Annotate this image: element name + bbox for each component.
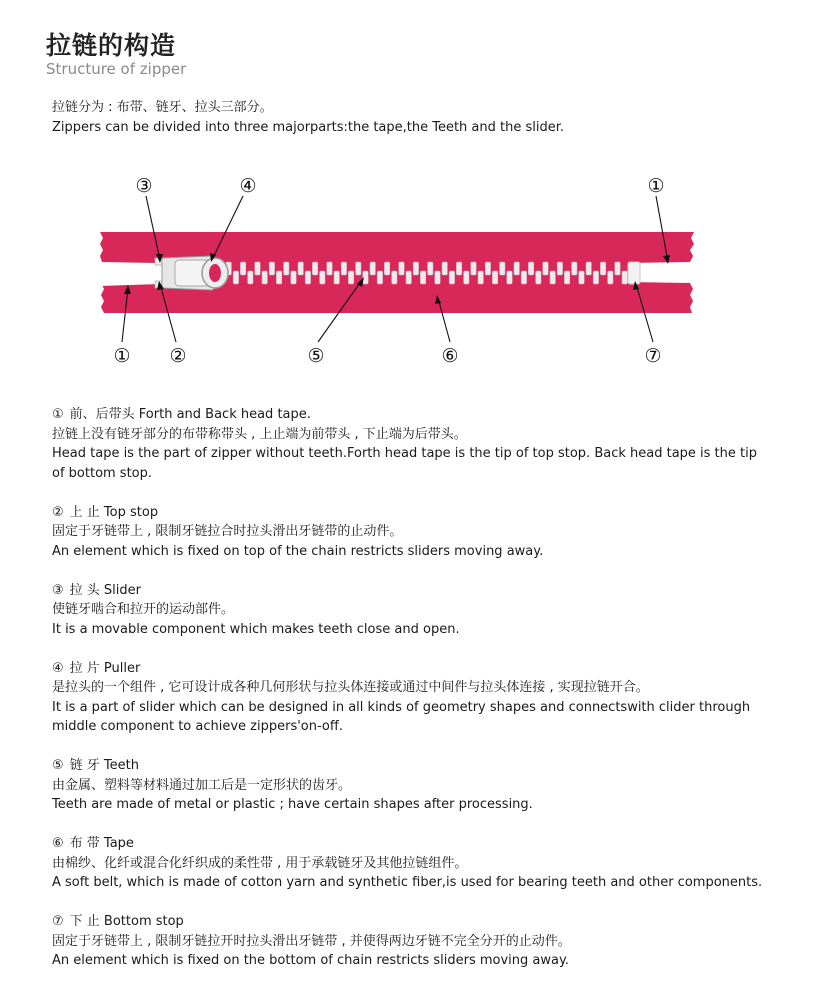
intro [52, 98, 564, 138]
section-text-cn: 由金属、塑料等材料通过加工后是一定形状的齿牙。 [52, 777, 352, 793]
zipper-tooth [442, 262, 447, 275]
label-5: ⑤ [307, 345, 325, 367]
section-text-en: An element which is fixed on the bottom of chain restricts sliders moving away. [52, 953, 569, 968]
zipper-tooth [233, 271, 238, 284]
zipper-tooth [586, 262, 591, 275]
section-number: ⑥ [52, 836, 64, 851]
zipper-tooth [536, 271, 541, 284]
section-text-cn: 固定于牙链带上 , 限制牙链拉合时拉头滑出牙链带的止动件。 [52, 524, 403, 539]
section-number: ⑤ [52, 758, 64, 773]
zipper-tooth [608, 271, 613, 284]
zipper-tooth [564, 271, 569, 284]
zipper-tooth [413, 262, 418, 275]
zipper-tooth [276, 271, 281, 284]
section-tape [52, 834, 772, 893]
label-6: ⑥ [441, 345, 459, 367]
section-heading: 上 止 Top stop [69, 504, 159, 520]
zipper-tooth [399, 262, 404, 275]
section-head-tape [52, 405, 772, 483]
zipper-tooth [420, 271, 425, 284]
zipper-tooth [521, 271, 526, 284]
section-text-cn: 是拉头的一个组件 , 它可设计成各种几何形状与拉头体连接或通过中间件与拉头体连接 , 实现拉链开合。 [52, 680, 649, 695]
zipper-tooth [464, 271, 469, 284]
label-4: ④ [239, 175, 257, 197]
section-text-en: Teeth are made of metal or plastic ; have certain shapes after processing. [52, 797, 533, 812]
zipper-tooth [593, 271, 598, 284]
section-number: ① [52, 407, 64, 422]
puller-hole [209, 264, 221, 282]
intro-en: Zippers can be divided into three majorparts:the tape,the Teeth and the slider. [52, 120, 565, 135]
open-gap-left [100, 263, 158, 286]
zipper-tooth [262, 271, 267, 284]
zipper-tooth [377, 271, 382, 284]
zipper-diagram [0, 160, 824, 380]
zipper-tooth [543, 262, 548, 275]
section-text-en: It is a part of slider which can be designed in all kinds of geometry shapes and connectswith clider through middle component to achieve zippers'on-off. [52, 699, 751, 734]
zipper-tooth [392, 271, 397, 284]
section-heading: 前、后带头 Forth and Back head tape. [69, 407, 311, 422]
section-puller [52, 659, 772, 737]
section-text-en: It is a movable component which makes teeth close and open. [52, 621, 460, 637]
zipper-tooth [528, 262, 533, 275]
zipper-tooth [320, 271, 325, 284]
label-7: ⑦ [644, 345, 662, 367]
section-text-en: An element which is fixed on top of the chain restricts sliders moving away. [52, 543, 544, 559]
section-heading: 拉 头 Slider [69, 582, 141, 598]
label-1-bottom: ① [113, 345, 131, 367]
zipper-tooth [348, 271, 353, 284]
zipper-tooth [456, 262, 461, 275]
definitions [52, 405, 772, 990]
section-number: ④ [52, 660, 64, 676]
zipper-tooth [312, 262, 317, 275]
section-heading: 拉 片 Puller [69, 660, 141, 676]
section-heading: 下 止 Bottom stop [69, 914, 184, 929]
section-teeth [52, 756, 772, 815]
bottom-stop [628, 262, 640, 284]
section-text-cn: 使链牙啮合和拉开的运动部件。 [52, 602, 235, 617]
zipper-tooth [356, 262, 361, 275]
zipper-tooth [550, 271, 555, 284]
zipper-tooth [291, 271, 296, 284]
zipper-tooth [428, 262, 433, 275]
zipper-tooth [557, 262, 562, 275]
zipper-tooth [471, 262, 476, 275]
section-bottom-stop [52, 912, 772, 971]
zipper-tooth [600, 262, 605, 275]
section-heading: 布 带 Tape [69, 836, 134, 851]
section-text-cn: 固定于牙链带上 , 限制牙链拉开时拉头滑出牙链带 , 并使得两边牙链不完全分开的止动件。 [52, 933, 571, 949]
label-3: ③ [135, 175, 153, 197]
label-1-top: ① [647, 175, 665, 197]
zipper-tooth [334, 271, 339, 284]
zipper-tooth [478, 271, 483, 284]
zipper-tooth [485, 262, 490, 275]
page-subtitle: Structure of zipper [46, 60, 187, 78]
zipper-tooth [255, 262, 260, 275]
section-number: ③ [52, 582, 64, 598]
zipper-illustration [0, 160, 824, 380]
zipper-tooth [449, 271, 454, 284]
zipper-tooth [500, 262, 505, 275]
label-2: ② [169, 345, 187, 367]
section-heading: 链 牙 Teeth [69, 758, 139, 773]
zipper-tooth [579, 271, 584, 284]
intro-cn: 拉链分为 : 布带、链牙、拉头三部分。 [52, 100, 273, 115]
section-top-stop [52, 503, 772, 562]
zipper-tooth [305, 271, 310, 284]
open-gap-right [636, 263, 694, 282]
zipper-tooth [370, 262, 375, 275]
zipper-tooth [327, 262, 332, 275]
zipper-tooth [622, 271, 627, 284]
zipper-tooth [284, 262, 289, 275]
zipper-tooth [341, 262, 346, 275]
zipper-tooth [384, 262, 389, 275]
zipper-tooth [406, 271, 411, 284]
section-slider [52, 581, 772, 640]
section-number: ⑦ [52, 914, 64, 929]
zipper-tooth [492, 271, 497, 284]
zipper-tooth [615, 262, 620, 275]
section-text-en: Head tape is the part of zipper without teeth.Forth head tape is the tip of top stop. Back head tape is the tip of bottom stop. [52, 446, 757, 481]
section-text-cn: 拉链上没有链牙部分的布带称带头 , 上止端为前带头 , 下止端为后带头。 [52, 426, 467, 442]
zipper-tooth [298, 262, 303, 275]
zipper-tooth [514, 262, 519, 275]
section-text-cn: 由棉纱、化纤或混合化纤织成的柔性带 , 用于承载链牙及其他拉链组件。 [52, 855, 468, 871]
section-text-en: A soft belt, which is made of cotton yarn and synthetic fiber,is used for bearing teeth and other components. [52, 875, 763, 890]
zipper-tooth [507, 271, 512, 284]
zipper-tooth [248, 271, 253, 284]
zipper-tooth [435, 271, 440, 284]
page-title: 拉链的构造 [46, 31, 177, 60]
zipper-tooth [572, 262, 577, 275]
section-number: ② [52, 504, 64, 520]
zipper-tooth [269, 262, 274, 275]
zipper-tooth [240, 262, 245, 275]
